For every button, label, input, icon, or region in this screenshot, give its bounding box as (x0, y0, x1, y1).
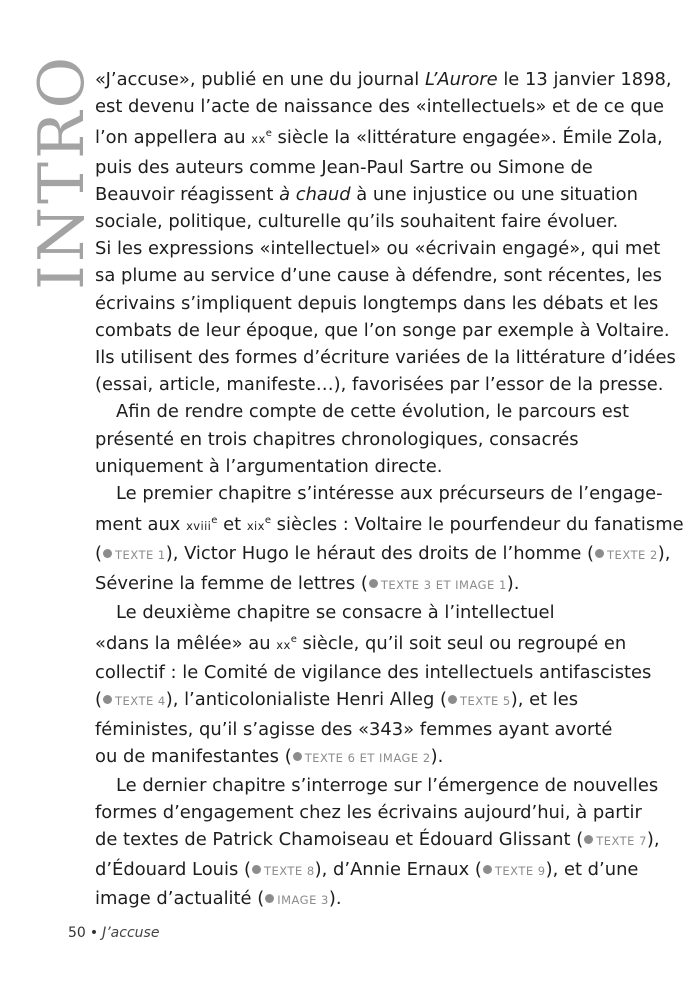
bullet-icon (448, 695, 457, 704)
cross-reference-label: TEXTE 3 ET IMAGE 1 (380, 577, 507, 592)
body-text (95, 66, 684, 914)
text-line: Afin de rendre compte de cette évolution, le parcours est (116, 401, 630, 423)
paragraph (95, 398, 631, 480)
bullet-icon (252, 865, 261, 874)
cross-reference (102, 543, 166, 564)
cross-reference (251, 859, 315, 880)
bullet-icon (103, 695, 112, 704)
cross-reference-label: TEXTE 9 (494, 863, 546, 878)
page-number: 50 (68, 925, 86, 941)
century-numeral: xx (276, 637, 291, 652)
cross-reference-label: TEXTE 8 (263, 863, 315, 878)
text-line: est devenu l’acte de naissance des «intellectuels» et de ce que (95, 96, 665, 118)
paragraph (95, 235, 676, 398)
text-line: Beauvoir réagissent à chaud à une injustice ou une situation (95, 183, 638, 205)
italic-title: L’Aurore (424, 69, 498, 90)
paragraph (95, 599, 652, 772)
text-line: formes d’engagement chez les écrivains aujourd’hui, à partir (95, 802, 642, 824)
text-line: Ils utilisent des formes d’écriture variées de la littérature d’idées (95, 347, 676, 368)
text-line: Séverine la femme de lettres ( TEXTE 3 ET IMAGE 1). (95, 572, 520, 594)
cross-reference-label: TEXTE 7 (596, 834, 647, 849)
text-line: collectif : le Comité de vigilance des intellectuels antifascistes (95, 662, 652, 684)
page-footer (68, 925, 159, 941)
cross-reference (447, 689, 511, 710)
bullet-icon (103, 549, 112, 558)
cross-reference (292, 746, 431, 767)
cross-reference-label: TEXTE 2 (607, 548, 658, 563)
text-line: image d’actualité ( IMAGE 3). (95, 887, 342, 909)
text-line: (essai, article, manifeste…), favorisées par l’essor de la presse. (95, 374, 664, 396)
text-line: «dans la mêlée» au $xx^e$ siècle, qu’il soit seul ou regroupé en (95, 632, 627, 654)
text-line: ment aux xviii$^e$ et xix$^e$ siècles : Voltaire le pourfendeur du fanatisme (95, 514, 684, 536)
text-line: ( TEXTE 1), Victor Hugo le héraut des droits de l’homme ( TEXTE 2), (95, 543, 671, 565)
footer-separator: • (89, 925, 99, 941)
text-line: l’on appellera au $xx^e$ siècle la «littérature engagée». Émile Zola, (95, 127, 663, 149)
century-numeral: xix (246, 519, 265, 534)
text-line: puis des auteurs comme Jean-Paul Sartre ou Simone de (95, 156, 593, 178)
paragraph (95, 66, 672, 235)
text-line: Le deuxième chapitre se consacre à l’intellectuel (116, 601, 555, 623)
text-line: présenté en trois chapitres chronologiques, consacrés (95, 428, 579, 450)
text-line: ou de manifestantes ( TEXTE 6 ET IMAGE 2). (95, 745, 444, 767)
bullet-icon (293, 752, 302, 761)
century-numeral: xviii (186, 519, 212, 534)
cross-reference (594, 543, 658, 564)
paragraph (95, 772, 660, 914)
paragraph (95, 480, 684, 599)
superscript: e (211, 515, 218, 527)
text-line: de textes de Patrick Chamoiseau et Édouard Glissant ( TEXTE 7), (95, 829, 660, 851)
cross-reference (482, 859, 546, 880)
cross-reference-label: TEXTE 1 (114, 548, 166, 563)
text-line: écrivains s’impliquent depuis longtemps dans les débats et les (95, 292, 659, 314)
cross-reference-label: TEXTE 4 (114, 694, 166, 709)
bullet-icon (369, 579, 378, 588)
text-line: sa plume au service d’une cause à défendre, sont récentes, les (95, 265, 662, 287)
running-title: J’accuse (102, 925, 160, 941)
text-line: uniquement à l’argumentation directe. (95, 455, 443, 477)
century-numeral: xx (251, 132, 266, 147)
cross-reference (368, 573, 507, 594)
italic-title: à chaud (279, 183, 351, 205)
superscript: e (265, 128, 272, 140)
bullet-icon (595, 549, 604, 558)
cross-reference (583, 829, 647, 850)
text-line: d’Édouard Louis ( TEXTE 8), d’Annie Ernaux ( TEXTE 9), et d’une (95, 858, 639, 880)
superscript: e (264, 515, 271, 527)
text-line: ( TEXTE 4), l’anticolonialiste Henri Alleg ( TEXTE 5), et les (95, 689, 579, 711)
bullet-icon (265, 894, 274, 903)
cross-reference-label: IMAGE 3 (277, 892, 329, 907)
text-line: Si les expressions «intellectuel» ou «écrivain engagé», qui met (95, 238, 661, 260)
cross-reference (264, 888, 329, 909)
text-line: Le dernier chapitre s’interroge sur l’émergence de nouvelles (116, 774, 659, 796)
cross-reference-label: TEXTE 5 (459, 694, 511, 709)
side-title-intro: INTRO (25, 53, 98, 290)
cross-reference (102, 689, 166, 710)
text-line: sociale, politique, culturelle qu’ils souhaitent faire évoluer. (95, 210, 619, 232)
text-line: féministes, qu’il s’agisse des «343» femmes ayant avorté (95, 718, 613, 740)
text-line: combats de leur époque, que l’on songe par exemple à Voltaire. (95, 319, 670, 341)
cross-reference-label: TEXTE 6 ET IMAGE 2 (304, 750, 431, 765)
text-line: «J’accuse», publié en une du journal L’Aurore le 13 janvier 1898, (95, 69, 672, 90)
bullet-icon (584, 835, 593, 844)
bullet-icon (483, 865, 492, 874)
superscript: e (290, 634, 297, 645)
text-line: Le premier chapitre s’intéresse aux précurseurs de l’engage- (116, 483, 663, 505)
